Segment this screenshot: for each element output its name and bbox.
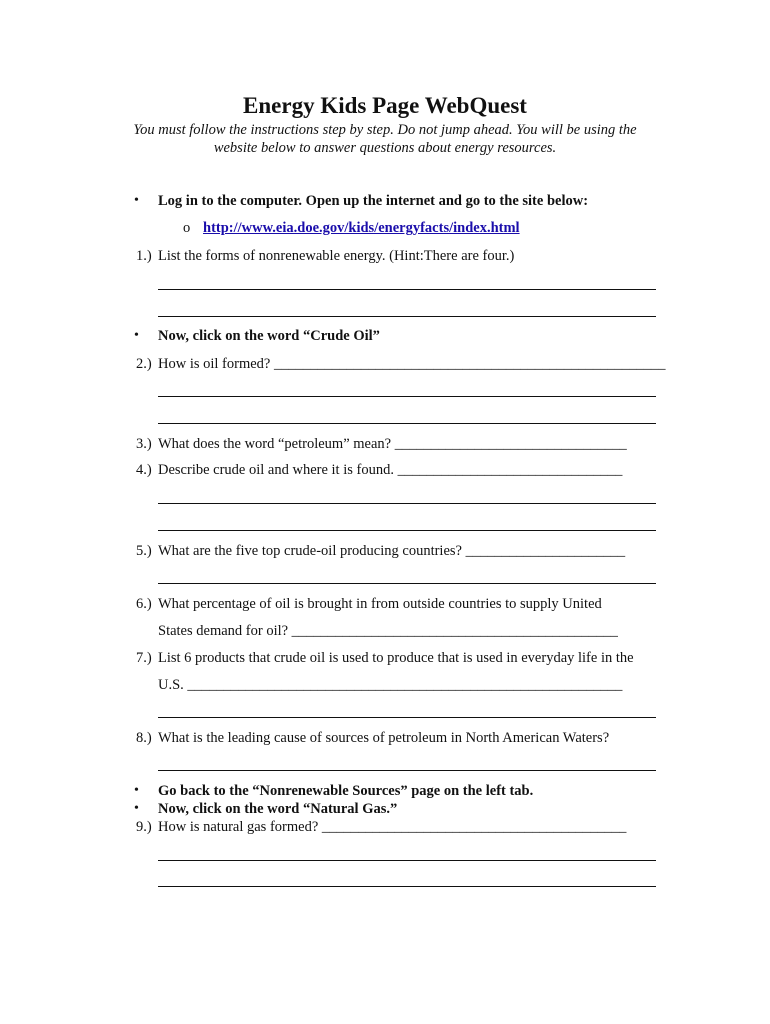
question-number: 8.) — [136, 730, 152, 746]
answer-line[interactable] — [158, 396, 656, 397]
answer-line[interactable] — [158, 316, 656, 317]
question-text: What percentage of oil is brought in from outside countries to supply United — [158, 596, 602, 612]
instruction-crude-oil: Now, click on the word “Crude Oil” — [158, 328, 380, 344]
question-text-continued: U.S. ____________________________________________________________ — [158, 677, 623, 693]
question-number: 9.) — [136, 819, 152, 835]
bullet-icon: • — [134, 193, 139, 208]
question-text: List 6 products that crude oil is used to produce that is used in everyday life in the — [158, 650, 634, 666]
answer-line[interactable] — [158, 503, 656, 504]
answer-line[interactable] — [158, 583, 656, 584]
instruction-natural-gas: Now, click on the word “Natural Gas.” — [158, 801, 398, 817]
answer-line[interactable] — [158, 717, 656, 718]
answer-line[interactable] — [158, 860, 656, 861]
question-number: 2.) — [136, 356, 152, 372]
bullet-icon: • — [134, 328, 139, 343]
page-title: Energy Kids Page WebQuest — [243, 93, 527, 118]
question-number: 3.) — [136, 436, 152, 452]
question-number: 5.) — [136, 543, 152, 559]
energy-facts-link[interactable]: http://www.eia.doe.gov/kids/energyfacts/index.html — [203, 220, 520, 236]
question-number: 6.) — [136, 596, 152, 612]
question-text: What are the five top crude-oil producing countries? ______________________ — [158, 543, 626, 559]
bullet-icon: • — [134, 801, 139, 816]
question-text: How is natural gas formed? __________________________________________ — [158, 819, 627, 835]
answer-line[interactable] — [158, 770, 656, 771]
question-number: 1.) — [136, 248, 152, 264]
bullet-icon: • — [134, 783, 139, 798]
question-number: 4.) — [136, 462, 152, 478]
question-text-continued: States demand for oil? _____________________________________________ — [158, 623, 618, 639]
question-text: Describe crude oil and where it is found. _______________________________ — [158, 462, 623, 478]
link-marker: o — [183, 220, 191, 236]
instructions-subtitle: You must follow the instructions step by step. Do not jump ahead. You will be using the website below to answer questions about energy resources. — [133, 122, 637, 156]
instruction-login: Log in to the computer. Open up the internet and go to the site below: — [158, 193, 589, 209]
answer-line[interactable] — [158, 530, 656, 531]
question-text: How is oil formed? ______________________________________________________ — [158, 356, 666, 372]
instruction-go-back: Go back to the “Nonrenewable Sources” page on the left tab. — [158, 783, 534, 799]
question-number: 7.) — [136, 650, 152, 666]
answer-line[interactable] — [158, 886, 656, 887]
question-text: What does the word “petroleum” mean? ________________________________ — [158, 436, 627, 452]
question-text: What is the leading cause of sources of petroleum in North American Waters? — [158, 730, 610, 746]
answer-line[interactable] — [158, 423, 656, 424]
answer-line[interactable] — [158, 289, 656, 290]
question-text: List the forms of nonrenewable energy. (Hint:There are four.) — [158, 248, 515, 264]
